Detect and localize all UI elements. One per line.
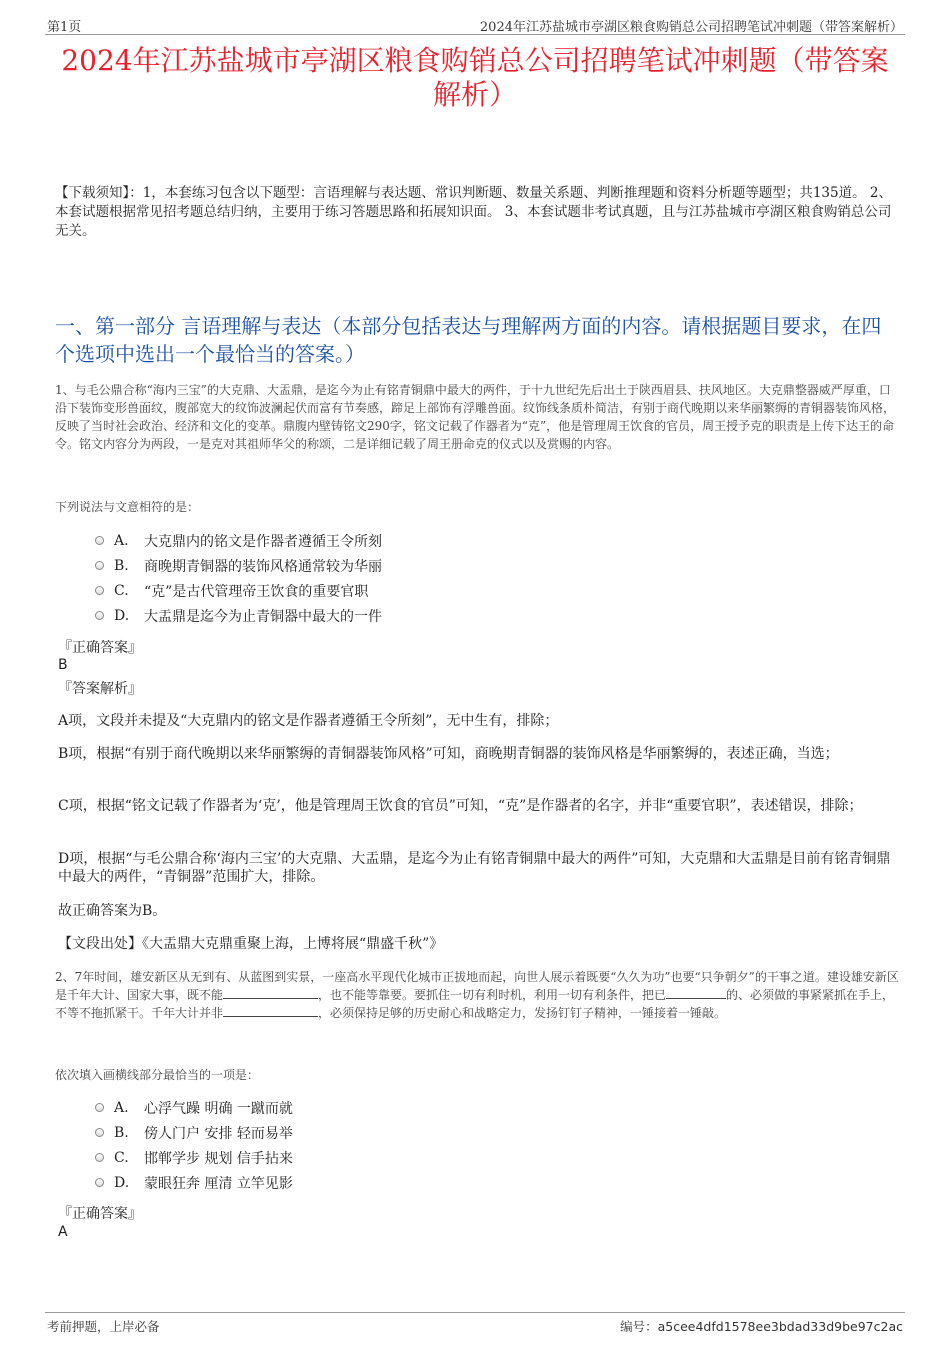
option-c[interactable]: C. “克”是古代管理帝王饮食的重要官职 (95, 578, 382, 603)
download-notice: 【下载须知】：1，本套练习包含以下题型：言语理解与表达题、常识判断题、数量关系题、判断推理题和资料分析题等题型；共135道。 2、本套试题根据常见招考题总结归纳，主要用于练习答题思路和拓展知识面。 3、本套试题非考试真题，且与江苏盐城市亭湖区粮食购销总公司无关。 (55, 185, 892, 239)
analysis-label: 『答案解析』 (58, 681, 142, 697)
option-a[interactable]: A. 心浮气躁 明确 一蹴而就 (95, 1095, 293, 1120)
option-d[interactable]: D. 大盂鼎是迄今为止青铜器中最大的一件 (95, 603, 382, 628)
correct-answer: B (58, 657, 68, 673)
question-2-options (95, 1095, 293, 1195)
option-b[interactable]: B. 傍人门户 安排 轻而易举 (95, 1120, 293, 1145)
answer-label: 『正确答案』 (58, 640, 142, 656)
answer-label: 『正确答案』 (58, 1206, 142, 1222)
analysis-conclusion: 故正确答案为B。 (58, 903, 167, 919)
analysis-c: C项，根据“铭文记载了作器者为‘克’，他是管理周王饮食的官员”可知，“克”是作器者的名字，并非“重要官职”，表述错误，排除； (58, 798, 863, 814)
question-2-text: 2、7年时间，雄安新区从无到有、从蓝图到实景，一座高水平现代化城市正拔地而起，向世人展示着既要“久久为功”也要“只争朝夕”的干事之道。建设雄安新区是千年大计、国家大事，既不能 ，也不能等靠要。要抓住一切有利时机，利用一切有利条件，把已 的、必须做的事紧紧抓在手上，不等不拖抓紧干。千年大计并非 ，必须保持足够的历史耐心和战略定力，发扬钉钉子精神，一锤接着一锤敲。 (55, 970, 899, 1020)
document-id: 编号：a5cee4dfd1578ee3bdad33d9be97c2ac (620, 1319, 903, 1334)
correct-answer: A (58, 1224, 68, 1240)
header-doc-title: 2024年江苏盐城市亭湖区粮食购销总公司招聘笔试冲刺题（带答案解析） (479, 20, 903, 35)
fill-blank-2 (666, 986, 726, 999)
option-b[interactable]: B. 商晚期青铜器的装饰风格通常较为华丽 (95, 553, 382, 578)
radio-icon[interactable] (95, 1153, 104, 1162)
passage-source: 【文段出处】《大盂鼎大克鼎重聚上海，上博将展“鼎盛千秋”》 (58, 936, 444, 952)
radio-icon[interactable] (95, 1128, 104, 1137)
radio-icon[interactable] (95, 1103, 104, 1112)
analysis-d: D项，根据“与毛公鼎合称‘海内三宝’的大克鼎、大盂鼎，是迄今为止有铭青铜鼎中最大的两件”可知，大克鼎和大盂鼎是目前有铭青铜鼎中最大的两件，“青铜器”范围扩大，排除。 (58, 851, 891, 885)
option-a[interactable]: A. 大克鼎内的铭文是作器者遵循王令所刻 (95, 528, 382, 553)
option-d[interactable]: D. 蒙眼狂奔 厘清 立竿见影 (95, 1170, 293, 1195)
question-1-options (95, 528, 382, 628)
radio-icon[interactable] (95, 1178, 104, 1187)
question-2-prompt: 依次填入画横线部分最恰当的一项是： (55, 1068, 260, 1082)
radio-icon[interactable] (95, 561, 104, 570)
radio-icon[interactable] (95, 611, 104, 620)
radio-icon[interactable] (95, 536, 104, 545)
fill-blank-1 (223, 986, 318, 999)
document-title: 2024年江苏盐城市亭湖区粮食购销总公司招聘笔试冲刺题（带答案解析） (61, 44, 889, 111)
analysis-b: B项，根据“有别于商代晚期以来华丽繁缛的青铜器装饰风格”可知，商晚期青铜器的装饰风格是华丽繁缛的，表述正确，当选； (58, 746, 839, 762)
footer-slogan: 考前押题，上岸必备 (47, 1319, 160, 1334)
radio-icon[interactable] (95, 586, 104, 595)
option-c[interactable]: C. 邯郸学步 规划 信手拈来 (95, 1145, 293, 1170)
page-footer (45, 1312, 905, 1335)
page-header (45, 14, 905, 35)
page-number: 第1页 (47, 20, 82, 35)
question-1-prompt: 下列说法与文意相符的是： (55, 500, 200, 514)
section-heading: 一、第一部分 言语理解与表达（本部分包括表达与理解两方面的内容。请根据题目要求，在四个选项中选出一个最恰当的答案。） (55, 314, 882, 366)
analysis-a: A项，文段并未提及“大克鼎内的铭文是作器者遵循王令所刻”，无中生有，排除； (58, 713, 559, 729)
question-1-text: 1、与毛公鼎合称“海内三宝”的大克鼎、大盂鼎，是迄今为止有铭青铜鼎中最大的两件，于十九世纪先后出土于陕西眉县、扶风地区。大克鼎整器威严厚重，口沿下装饰变形兽面纹，腹部宽大的纹饰波澜起伏而富有节奏感，蹄足上部饰有浮雕兽面。纹饰线条质朴简洁，有别于商代晚期以来华丽繁缛的青铜器装饰风格，反映了当时社会政治、经济和文化的变革。鼎腹内壁铸铭文290字，铭文记载了作器者为“克”，他是管理周王饮食的官员，周王授予克的职责是上传下达王的命令。铭文内容分为两段，一是克对其祖师华父的称颂，二是详细记载了周王册命克的仪式以及赏赐的内容。 (55, 383, 896, 451)
fill-blank-3 (223, 1004, 318, 1017)
